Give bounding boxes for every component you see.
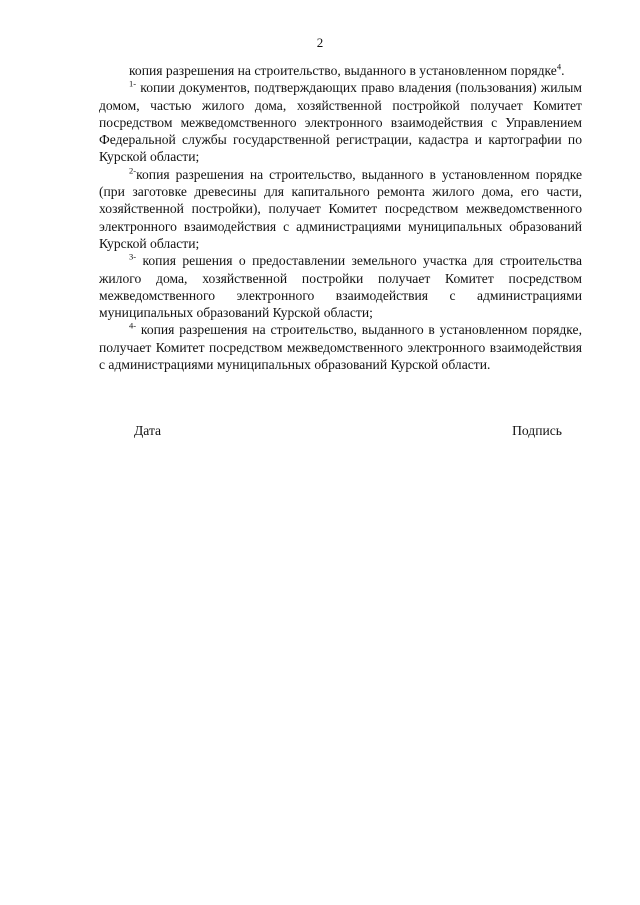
footnote-text: копии документов, подтверждающих право владения (пользования) жилым домом, частью жилого дома, хозяйственной постройкой получает Комитет посредством межведомственного электронного взаимодействия с Управлением Федеральной службы государственной регистрации, кадастра и картографии по Курской области; [99, 80, 582, 165]
paragraph-end: . [561, 63, 565, 78]
footnote-marker: 2- [129, 165, 137, 176]
footnote-ref: 4 [556, 61, 562, 72]
signature-row [134, 422, 562, 439]
footnote-marker: 1- [129, 78, 137, 89]
footnote-marker: 4- [129, 320, 137, 331]
footnote-text: копия решения о предоставлении земельного участка для строительства жилого дома, хозяйственной постройки получает Комитет посредством межведомственного электронного взаимодействия с администрациями муниципальных образований Курской области; [99, 253, 582, 321]
signature-label: Подпись [512, 423, 562, 438]
paragraph-text: копия разрешения на строительство, выданного в установленном порядке [129, 63, 557, 78]
footnote-3 [99, 252, 582, 321]
date-label: Дата [134, 423, 162, 438]
footnote-4 [99, 321, 582, 373]
footnote-2 [99, 166, 582, 252]
page-number: 2 [316, 35, 324, 50]
paragraph-permit-copy [99, 62, 582, 79]
footnote-text: копия разрешения на строительство, выданного в установленном порядке, получает Комитет посредством межведомственного электронного взаимодействия с администрациями муниципальных образований Курской области. [99, 322, 582, 373]
footnote-text: копия разрешения на строительство, выданного в установленном порядке (при заготовке древесины для капитального ремонта жилого дома, его части, хозяйственной постройки), получает Комитет посредством межведомственного электронного взаимодействия с администрациями муниципальных образований Курской области; [99, 166, 582, 251]
footnote-marker: 3- [129, 251, 137, 262]
document-body [99, 62, 582, 373]
footnote-1 [99, 79, 582, 165]
